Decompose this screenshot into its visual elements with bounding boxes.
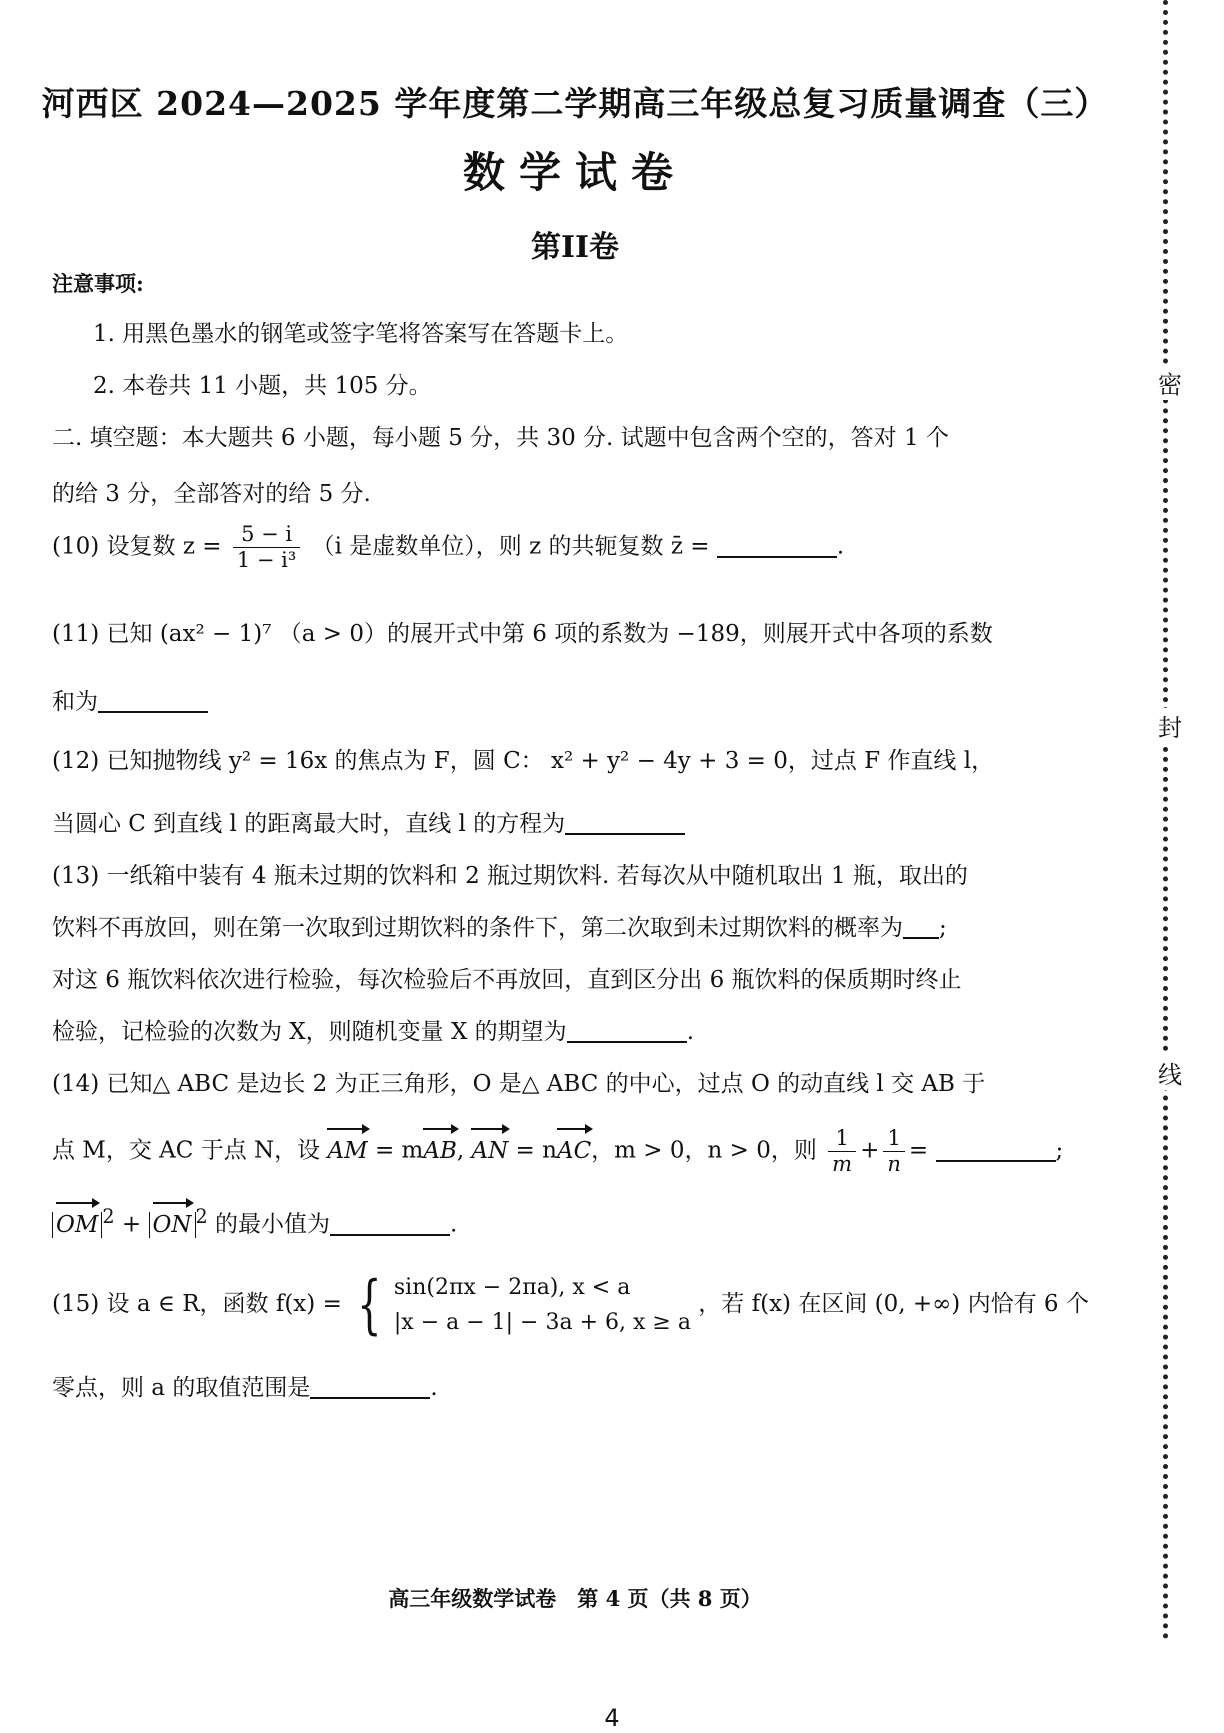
q14-line1: (14) 已知△ ABC 是边长 2 为正三角形，O 是△ ABC 的中心，过点 O 的动直线 l 交 AB 于: [52, 1071, 986, 1097]
vector-an: AN: [471, 1137, 508, 1167]
q13-line4: 检验，记检验的次数为 X，则随机变量 X 的期望为 .: [52, 1019, 694, 1045]
q10-denominator: 1 − i³: [236, 548, 297, 573]
vector-ac: AC: [557, 1137, 591, 1167]
q15-answer-blank: [310, 1397, 430, 1399]
q14-frac-m: $\frac{1}{m}$: [828, 1126, 856, 1177]
vector-am: AM: [327, 1137, 367, 1167]
notice-item-1: 1. 用黑色墨水的钢笔或签字笔将答案写在答题卡上。: [93, 321, 629, 347]
q12-line1: (12) 已知抛物线 y² = 16x 的焦点为 F，圆 C： x² + y² − 4y + 3 = 0，过点 F 作直线 l，: [52, 748, 995, 774]
seal-dotted-line: [1163, 0, 1168, 1640]
page-number: 4: [604, 1704, 620, 1732]
norm-om: OM: [52, 1212, 102, 1238]
q13-line1: (13) 一纸箱中装有 4 瓶未过期的饮料和 2 瓶过期饮料. 若每次从中随机取出 1 瓶，取出的: [52, 863, 968, 889]
piecewise-function: { sin(2πx − 2πa), x < a |x − a − 1| − 3a + 6, x ≥ a: [357, 1267, 691, 1342]
q14-line2: 点 M，交 AC 于点 N，设 AM = m AB, AN = n AC，m > 0，n > 0，则 $\frac{1}{m}$ + $\frac{1}{n}$ = ;: [52, 1126, 1064, 1177]
q12-line2-text: 当圆心 C 到直线 l 的距离最大时，直线 l 的方程为: [52, 811, 566, 837]
q15-line2-text: 零点，则 a 的取值范围是: [52, 1375, 311, 1401]
q10-suffix: （i 是虚数单位），则 z 的共轭复数 z̄ =: [311, 533, 710, 560]
q14-line2-prefix: 点 M，交 AC 于点 N，设: [52, 1137, 321, 1164]
q14-condition: ，m > 0，n > 0，则: [591, 1137, 817, 1164]
q14-line3: OM $^2$ + ON $^2$ 的最小值为 .: [52, 1205, 457, 1241]
question-10: (10) 设复数 z = $\frac{5 - i}{\text{1 − i³}}$ （i 是虚数单位），则 z 的共轭复数 z̄ = .: [52, 522, 845, 573]
q14-frac-n: $\frac{1}{n}$: [883, 1126, 905, 1177]
exam-title: 河西区 2024—2025 学年度第二学期高三年级总复习质量调查（三）: [41, 84, 1109, 123]
q10-fraction: [233, 522, 300, 573]
q11-line2: [52, 688, 208, 718]
volume-label: 第II卷: [530, 230, 620, 265]
page-footer: 高三年级数学试卷 第 4 页（共 8 页）: [388, 1586, 762, 1611]
q10-prefix: (10) 设复数 z =: [52, 533, 222, 560]
piecewise-case-1: sin(2πx − 2πa), x < a: [393, 1275, 631, 1300]
q13-line2: 饮料不再放回，则在第一次取到过期饮料的条件下，第二次取到未过期饮料的概率为 ;: [52, 915, 947, 941]
q15-suffix: ，若 f(x) 在区间 (0, +∞) 内恰有 6 个: [698, 1291, 1089, 1318]
q14-answer-blank-2: [330, 1234, 450, 1236]
q13-line4-text: 检验，记检验的次数为 X，则随机变量 X 的期望为: [52, 1019, 567, 1045]
notice-heading: 注意事项:: [52, 271, 144, 296]
q12-line2: [52, 810, 685, 840]
q10-answer-blank: [717, 556, 837, 558]
q10-numerator: 5 − i: [233, 522, 300, 548]
q14-eq-m: = m: [374, 1137, 424, 1164]
q14-line3-text: 的最小值为: [215, 1211, 331, 1238]
vector-ab: AB: [423, 1137, 457, 1167]
q15-prefix: (15) 设 a ∈ R，函数 f(x) =: [52, 1291, 342, 1318]
norm-on: ON: [149, 1212, 196, 1238]
seal-char-xian: 线: [1155, 1055, 1185, 1090]
q12-answer-blank: [565, 833, 685, 835]
q15-line2: 零点，则 a 的取值范围是 .: [52, 1375, 438, 1401]
q14-eq-n: = n: [515, 1137, 557, 1164]
q13-answer-blank-1: [903, 937, 939, 939]
q13-line3: 对这 6 瓶饮料依次进行检验，每次检验后不再放回，直到区分出 6 瓶饮料的保质期时终止: [52, 967, 962, 993]
q11-line2-text: 和为: [52, 689, 98, 715]
q11-answer-blank: [98, 711, 208, 713]
piecewise-case-2: |x − a − 1| − 3a + 6, x ≥ a: [393, 1310, 691, 1336]
section2-heading-line2: 的给 3 分，全部答对的给 5 分.: [52, 481, 371, 507]
notice-item-2: 2. 本卷共 11 小题，共 105 分。: [93, 373, 432, 399]
q13-answer-blank-2: [567, 1041, 687, 1043]
q13-line2-text: 饮料不再放回，则在第一次取到过期饮料的条件下，第二次取到未过期饮料的概率为: [52, 915, 903, 941]
seal-char-mi: 密: [1155, 365, 1185, 400]
exam-subtitle: 数学试卷: [462, 148, 687, 197]
q15-line1: [52, 1267, 1089, 1342]
section2-heading-line1: 二. 填空题：本大题共 6 小题，每小题 5 分，共 30 分. 试题中包含两个空的，答对 1 个: [52, 425, 949, 451]
q14-answer-blank-1: [936, 1160, 1056, 1162]
q11-line1: (11) 已知 (ax² − 1)⁷ （a > 0）的展开式中第 6 项的系数为 −189，则展开式中各项的系数: [52, 621, 993, 647]
seal-char-feng: 封: [1155, 708, 1185, 743]
